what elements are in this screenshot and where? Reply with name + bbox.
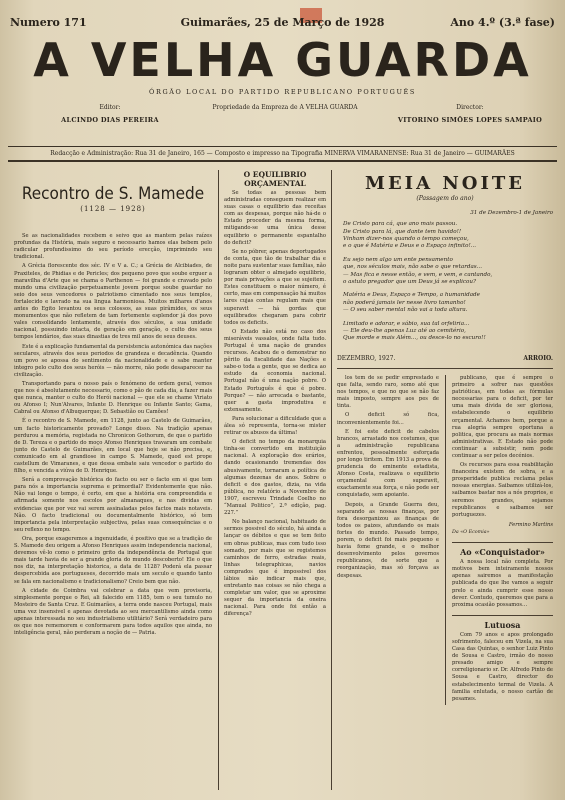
- mid-article-paragraph: O Estado não está no caso dos miseráveis vassalos, onde falta tudo. Portugal é uma nação de grandes recursos. Acabou de o demonstrar no pêrito da fiscalidade das Nações e sabe-o toda a gente, que se dedica ao estudo da economia nacional. Portugal não é uma nação pobre. O Estado Português é que é pobre. Porque? — não arrecada o bastante, quer a gasta improdutiva e extensamente.: [224, 328, 326, 413]
- poem-line: Que morde e mais Além..., ou desce-lo no escuro!!: [343, 335, 486, 342]
- poem-dateline: 31 de Dezembro-1 de Janeiro: [470, 210, 553, 217]
- column-rule: [331, 170, 332, 790]
- editor-name: ALCINDO DIAS PEREIRA: [61, 116, 159, 124]
- poem-line: Eu sejo nem algo um ente pensamento: [343, 256, 453, 263]
- right-subcolumn-right: [452, 375, 553, 705]
- left-article-paragraph: Este é a explicação fundamental da persistencia autonómica das nações seculares, através dos seus periodos de grandeza e decadência. Quando um povo se apossa do sentimento da nacionalidade e o sabe manter integro pelo culto dos seus heróis — não morre, não pode desaparecer na civilização.: [14, 343, 212, 378]
- left-article-paragraph: Será a comprovação histórica do facto ou ser o facto em si que tem para nós a importancia suprema e primordial? Evidentemente que não. Não vai longe o tempo, é certo, em que a história era compreendida e afirmada somente nos escolos por almanaques, e nas dividas em evidencias que por vez vai serem assinaladas pelos factos mais notaveis. Não. O facto tradicional ou documentalmente histórico, só tem importancia pela interpretação subjectiva, pelas suas consequências e o seu reflexo no tempo.: [14, 477, 212, 533]
- mid-article-paragraph: O deficit no tempo da monarquia tinha-se convertido em instituição nacional. A exploração dos erários, dando ocasionando tremendas dos abusivamente, tornaram a política de algumas dezenas de anos. Sobre o deficit e dos gastos, dizia, na vida pública, no relatório a Novembro de 1907, escreveu Trindade Coelho no “Manual Politico”, 2.ª edição, pag. 227.”: [224, 439, 326, 517]
- column-rule: [445, 375, 446, 705]
- left-article-paragraph: Transportando para o nosso país o fenómeno de ordem geral, vemos que nos é absolutamente necessario, como o pão de cada dia, a fazer mais que nunca, manter o culto do Herói nacional — que ele se chame Viriato ou Afonso I; Nun'Alvares, Infante D. Henrique ou Infante Santo; Gama, Cabral ou Afonso d'Albuquerque; D. Sebastião ou Camões!: [14, 380, 212, 416]
- director-label: Director:: [456, 104, 484, 111]
- right-article-title: MEIA NOITE: [365, 173, 525, 194]
- right-subcolumn-right-body: [452, 375, 553, 519]
- poem-line: Limitado e adorar, e sábio, sua tal orfeliria...: [343, 320, 470, 327]
- poem-body: [337, 221, 553, 349]
- section-divider: [452, 542, 553, 543]
- poem-author: ARROIO.: [523, 354, 553, 362]
- right-sub-paragraph: publicano, que é sempre o primeiro a sofrer nas questões patrióticas, em todas as fórmulas necessarias para o deficit, por ter uma mais dívida de ser gloriosa, estabelecendo o equilibrio orçamental. Achamos bem, porque a rua alegria sempre oportuna a politica, que procura as mais normas administrativas. E Estado não pode continuar a subsistir, nem pode continuar a ser pelos decénios.: [451, 374, 553, 459]
- left-article-title: Recontro de S. Mamede: [21, 184, 205, 204]
- director-name: VITORINO SIMÕES LOPES SAMPAIO: [397, 116, 543, 124]
- stanza-gap: [343, 343, 553, 349]
- editor-label: Editor:: [99, 104, 121, 111]
- mid-article-paragraph: Para solucionar a dificuldade que a álea só representa, torna-se mister retirar os abusos da última!: [224, 415, 326, 437]
- lutuosa-text: Com 79 anos e apos prolongado sofrimento, faleceu em Vizela, na sua Casa das Quintas, o senhor Luiz Pinto de Sousa e Castro, irmão do nosso presado amigo e sempre correligionario sr. Dr. Alfredo Pinto de Sousa e Castro, director do estabelecimento termal de Vizela. A familia enlutada, o nosso cartão de pesames.: [451, 631, 553, 702]
- right-sub-paragraph: los tem de se pedir emprestado e que falta, sendo raro, somo até que nos tempos, e que no que se não faz mais imposto, sempre aos pes de tinta.: [337, 374, 439, 410]
- left-column: [14, 170, 212, 792]
- owner-block: [200, 104, 370, 111]
- right-column: [337, 170, 553, 792]
- poem-line: De Cristo para cá, que ano mais passou.: [343, 221, 458, 228]
- right-sub-paragraph: E foi este deficit de cabelos brancos, arrastado nos costumes, que a administração republicana enfrentou, pessoalmente esforçada por longo tiritem. Em 1913 a prova de prudencia do eminente estadista, Afonso Costa, realizava o equilibrio orçamental com superavit, exactamente sua força, e não pode ser conquistado, sem apoiante.: [337, 428, 439, 499]
- left-article-paragraph: A Grécia florescente dos séc. IV e V a. C.; a Grécia de Alcibiades, de Praxiteles, de Phidias e de Pericles; dos pequeno povo que soube erguer a maravilha d'Arte que se chama o Parthenon — foi grande e cravado pelo mundo uma civilização perpetuamente jovem porque soube guardar no seio dos seus vencedores o patriotismo cimentado nos seus templos, fortalecido e lavrado na sua lingua harmoniosa. Muitos milhares d'anos antes do Egito levantou os seus colossos, as suas pirâmides, os seus monumentos que não refletem de tam fortemente esplendor já dos povo vales consolidando lentamente, através dos séculos, a sua unidade nacional, possuindo intacta, de geração em geração, o culto dos seus tempos lendários, das suas dinastias de tres mil anos de seus deuses.: [14, 263, 212, 341]
- middle-column: [224, 170, 326, 792]
- right-sub-paragraph: O deficit só fica, inconvenientemente foi...: [337, 412, 439, 426]
- newspaper-subtitle: ÓRGÃO LOCAL DO PARTIDO REPUBLICANO PORTUGUÊS: [149, 88, 416, 96]
- poem-line: Vinham dizer-nos quando o tempo começou,: [343, 236, 469, 242]
- director-block: [390, 104, 550, 124]
- poem-line: não poderá jamais ler nesse livro tamanho!: [343, 299, 466, 306]
- box-title: Ao «Conquistador»: [460, 547, 545, 558]
- poem-line: o astuto pregador que um Deus já se explicou?: [343, 279, 477, 286]
- left-article-dates: (1128 — 1928): [80, 205, 146, 213]
- issue-bar: [10, 14, 555, 30]
- right-article-subtitle: (Passagem do ano): [416, 195, 474, 202]
- lutuosa-title: Lutuosa: [484, 619, 521, 630]
- mid-article-title: O EQUILIBRIO ORÇAMENTAL: [243, 170, 307, 188]
- poem-line: Matéria e Deus, Espaço e Tempo, a humanidade: [343, 292, 480, 299]
- editor-block: [50, 104, 170, 124]
- right-sub-paragraph: Os recursos para essa reabilitação financeira existem de sobra, e a prosperidade publica reclama pelas nossas energias. Saibamos utilizá-los, saibamos bastar nos a nós proprios, e seremos grandes, sejamos republicanos e saibamos ser portuguezes.: [451, 462, 553, 518]
- left-article-paragraph: Se as nacionalidades recebem e seivo que as mantem pelas raízes profundas da História, mais seguro e necessario hamos elas bebem pelo radicular profundissimo do seu período erecção, imprimindo seu tradicional.: [14, 233, 212, 261]
- poem-date: DEZEMBRO, 1927.: [337, 354, 396, 362]
- left-article-paragraph: A cidade de Coimbra vai celebrar a data que vem provisoria, simplesmente porque o Rei, ali falecido em 1185, tem o seu tumulo no Mosteiro de Santa Cruz. E Guimarães, a terra onde nasceu Portugal, mais uma vez insensivel e apenas devotada ao seu mercantilismo ainda como apenas interessada no seu industrialismo utilitário? Será verdadeiro para os que nos rememorem e conformarem para todos aquilos que ainda, no inteligência geral, não perderam a noção de — Patria.: [14, 587, 212, 637]
- poem-line: que, nos séculos mais, não sabe o que retardas...: [343, 264, 482, 271]
- mid-article-paragraph: Se todas as pessoas bem administradas conseguem realizar em suas casas o equilibrio das receitas com as despesas, porque não há-de o Estado proceder da mesma forma, mitigando-se uma única desse equilibrio o permanente espantalho do deficit?: [224, 190, 326, 246]
- redaction-line: Redacção e Administração: Rua 31 de Janeiro, 165 — Composto e impresso na Tipografia MINERVA VIMARANENSE: Rua 31 de Janeiro — GUIMARÃES: [8, 146, 557, 162]
- poem-line: De Cristo para lá, que dante tem havido!!: [343, 228, 462, 235]
- poem-line: e o que é Matéria e Deus e o Espaço infinito!...: [343, 243, 477, 250]
- section-divider: [337, 368, 553, 369]
- right-subcolumns: [337, 375, 553, 705]
- left-article-body: [14, 233, 212, 637]
- left-article-paragraph: É o recontro de S. Mamede, em 1128, junto ao Castelo de Guimarães, um facto historicamente provado? Longe disso. Na tradição apenas perdurou a memória, registada no Chronicon Gothorum, de que o partido de D. Tereza e o partido do moço Afonso Henriques travaram um combate junto do Castelo de Guimarães, em local que hoje se não precisa, e, comunicado em al grandiose in campo S. Mamede, quod est prope castellum de Vimaranes, e que dessa embate saiu vencedor o partido do filho, e vencida a viúva de D. Henrique.: [14, 418, 212, 475]
- poem-signature-row: [337, 355, 553, 362]
- poem-line: — O seu saber mental não vai a toda altura.: [343, 307, 468, 314]
- section-divider: [452, 615, 553, 616]
- right-sub-paragraph: Depois, a Grande Guerra deu, separando as nossas finanças, por fora desorganizou as finanças de todos os paizes, afundando os mais fortes do mundo. Passado tempo, porem, o deficit foi mais pequeno e havia fome grande, e o melhor desenvolvimento pelos governos republicanos, de sorte que a reorganização, mas só forçava as despesas.: [337, 501, 439, 579]
- right-signature: Fermino Martins: [508, 521, 553, 528]
- right-signature-source: Da «O Ecomia»: [451, 529, 490, 535]
- left-article-paragraph: Ora, porque exageremos a ingenuidade, é positivo que se a tradição de S. Mamede deu origem a Afonso Henriques assim independencia nacional, devemos vê-lo como o primeiro grito da independência de Portugal que mais tarde havia de ser a grande gloria do mundo descoberto! Ele o que nos diz, na interpretação historica, a data de 1128? Poderá ela passar despercebida aos portugueses, decorrido mais um seculo e quando tanto se fala em nacionalismo e tradicionalismo? Creio bem que não.: [14, 535, 212, 585]
- newspaper-title: A VELHA GUARDA: [33, 33, 532, 87]
- right-subcolumn-left: [337, 375, 439, 705]
- owner-label: Propriedade da Empreza de A VELHA GUARDA: [212, 104, 358, 111]
- mid-article-body: [224, 190, 326, 619]
- mid-article-paragraph: No balanço nacional, habituado de sermos possivel do século, há ainda a lançar os débitos e que se tem feito em obras publicas, mas com tudo isso somado, por mais que se registemos caminhos de ferro, estradas reais, linhas telegraphicas, navios comprados que é impossivel dos lábios não indicar mais que, entretanto nas coisas se não chega a completar um valor, que se aproxime sequer da importancia da oneira nacional. Para onde foi então a diferença?: [224, 519, 326, 618]
- issue-number: Numero 171: [10, 15, 87, 29]
- box-text: A nossa local não completa. Por motivos bem inteiramente nossos apenas sairemos a manifestação publicada do que lhe vamos a seguir prelo e ainda cumprir esse nosso dever. Contudo, queremos que para a proxima ocasião possamos…: [451, 559, 553, 608]
- issue-year: Ano 4.º (3.ª fase): [450, 15, 555, 29]
- poem-line: — Ele deu-lhe apenas Luz até ao cemitério,: [343, 328, 466, 335]
- column-rule: [218, 170, 219, 790]
- issue-place-date: Guimarães, 25 de Março de 1928: [180, 15, 385, 29]
- mid-article-paragraph: Se no póbrer, apenas deportugados de conta, que tão de trabalhar dia e noite para sustentar suas famílias, não lograram obter o almejado equilibrio, por mais privações a que se sujeitem. Estes constituem o maior número, é certo, mas em compensação há muitos lares cujas contas regulam mais que superavit — há gordas que equilibrados chegaram para cobrir todos os deficits.: [224, 248, 326, 326]
- poem-line: — Mas fica e nesse então, e vem, e vem, e cantando,: [343, 271, 493, 278]
- credits-row: [10, 104, 555, 138]
